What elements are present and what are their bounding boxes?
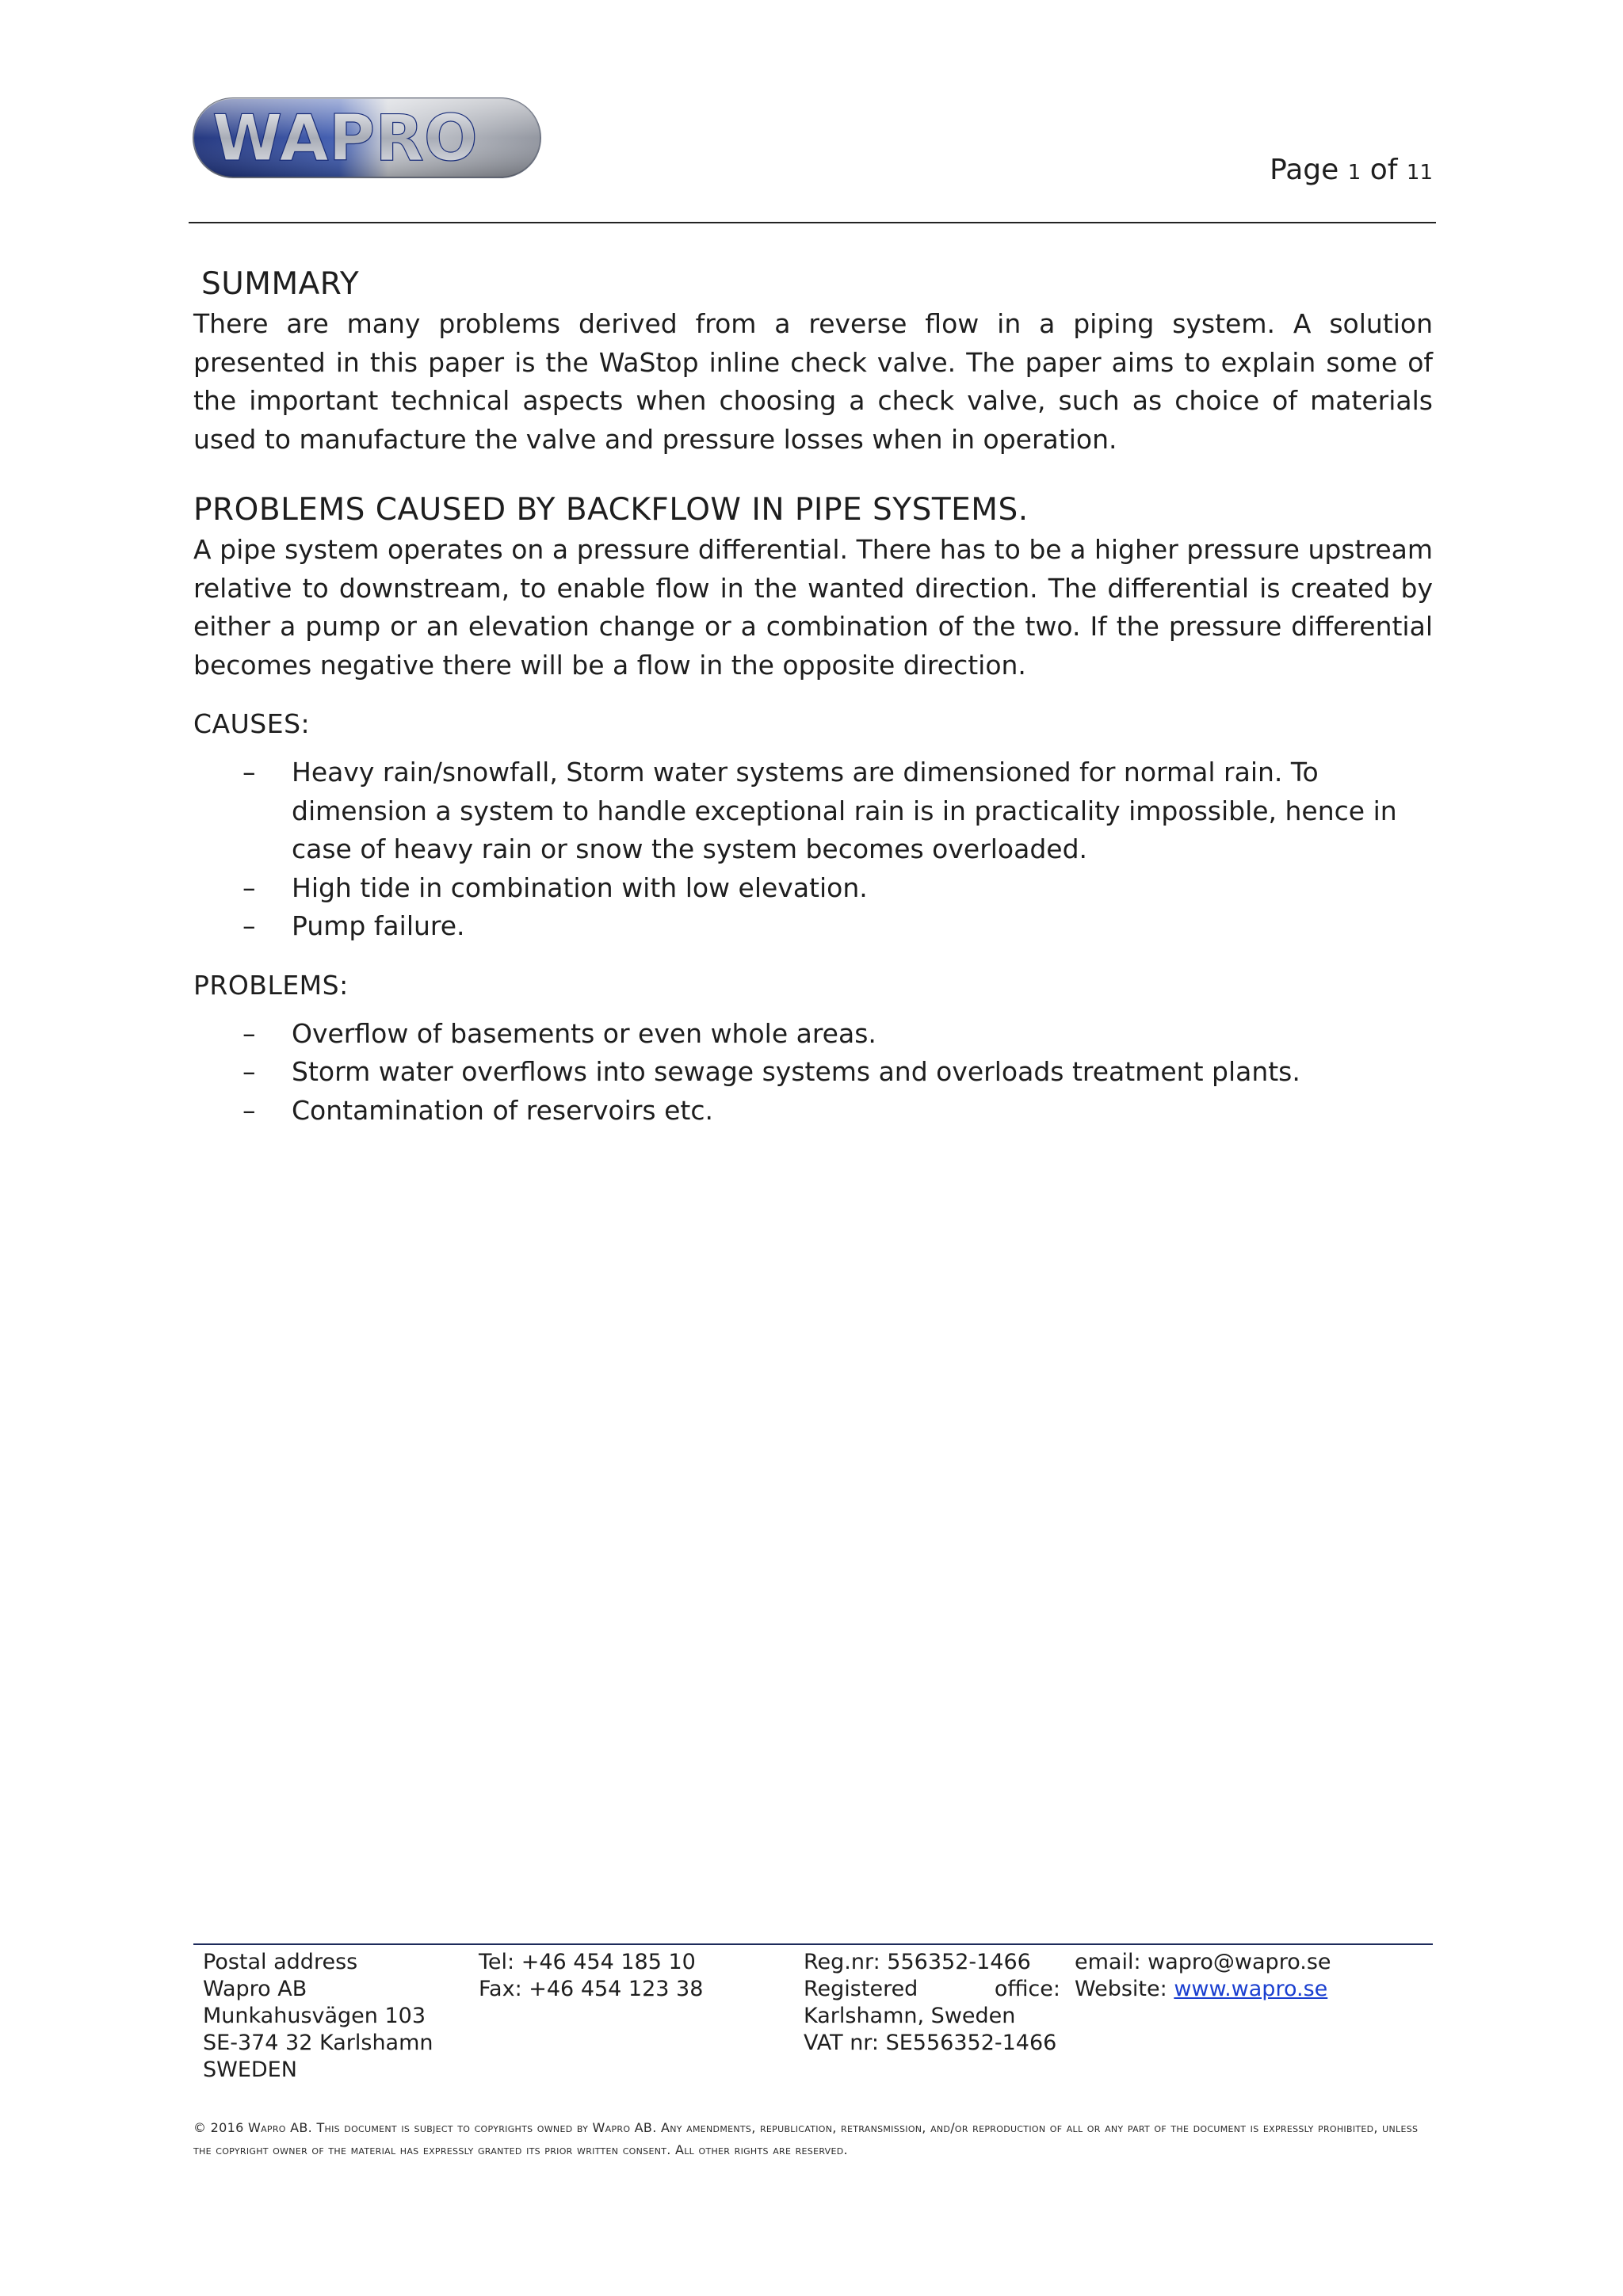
fax: Fax: +46 454 123 38 [479, 1977, 704, 2001]
logo-text: WAPRO [212, 101, 478, 175]
cause-text: High tide in combination with low elevation. [292, 871, 868, 903]
footer-divider [193, 1943, 1433, 1945]
list-item [193, 869, 1433, 908]
telephone: Tel: +46 454 185 10 [479, 1950, 696, 1974]
country: SWEDEN [203, 2058, 297, 2082]
dash-bullet: – [242, 1094, 256, 1126]
company-name: Wapro AB [203, 1977, 307, 2001]
vat-number: VAT nr: SE556352-1466 [804, 2031, 1057, 2055]
registration-number: Reg.nr: 556352-1466 [804, 1950, 1031, 1974]
office-label: office: [994, 1977, 1060, 2001]
street-address: Munkahusvägen 103 [203, 2004, 426, 2028]
website-link[interactable]: www.wapro.se [1174, 1977, 1328, 2001]
causes-list [193, 753, 1433, 946]
backflow-heading: PROBLEMS CAUSED BY BACKFLOW IN PIPE SYSTEMS. [193, 492, 1029, 528]
website-line [1075, 1976, 1433, 2003]
document-body [193, 261, 1433, 1130]
summary-heading: SUMMARY [201, 266, 360, 302]
summary-paragraph: There are many problems derived from a reverse flow in a piping system. A solution presented in this paper is the WaStop inline check valve. The paper aims to explain some of the important technical aspects when choosing a check valve, such as choice of materials used to manufacture the valve and pressure losses when in operation. [193, 308, 1433, 455]
page-label: Page [1270, 154, 1339, 186]
dash-bullet: – [242, 1056, 256, 1087]
cause-text: Pump failure. [292, 910, 465, 941]
problem-text: Overflow of basements or even whole areas. [292, 1017, 876, 1049]
footer-postal-address [203, 1949, 472, 2084]
causes-heading: CAUSES: [193, 708, 311, 739]
list-item [193, 1053, 1433, 1092]
dash-bullet: – [242, 757, 256, 788]
problems-heading: PROBLEMS: [193, 969, 349, 1001]
problems-list [193, 1015, 1433, 1131]
registered-label: Registered [804, 1977, 918, 2001]
page-number [1270, 154, 1433, 186]
postal-label: Postal address [203, 1950, 358, 1974]
cause-text: Heavy rain/snowfall, Storm water systems are dimensioned for normal rain. To dimension a system to handle exceptional rain is in practicality impossible, hence in case of heavy rain or snow the system becomes overloaded. [292, 757, 1397, 864]
list-item [193, 907, 1433, 946]
list-item [193, 1092, 1433, 1131]
footer-registration [804, 1949, 1060, 2057]
postal-city: SE-374 32 Karlshamn [203, 2031, 433, 2055]
dash-bullet: – [242, 910, 256, 941]
problem-text: Contamination of reservoirs etc. [292, 1094, 713, 1126]
website-label: Website: [1075, 1977, 1167, 2001]
problem-text: Storm water overflows into sewage systems and overloads treatment plants. [292, 1056, 1300, 1087]
dash-bullet: – [242, 1017, 256, 1049]
email: email: wapro@wapro.se [1075, 1950, 1331, 1974]
page-of-label: of [1369, 154, 1398, 186]
wapro-logo [192, 95, 542, 181]
copyright-notice: © 2016 Wapro AB. This document is subject to copyrights owned by Wapro AB. Any amendments, republication, retransmission, and/or reproduction of all or any part of the document is expressly prohibited, unless the copyright owner of the material has expressly granted its prior written consent. All other rights are reserved. [193, 2120, 1419, 2157]
registered-office-line [804, 1976, 1060, 2003]
footer-contact [1075, 1949, 1433, 2003]
dash-bullet: – [242, 871, 256, 903]
page-total: 11 [1406, 161, 1433, 185]
list-item [193, 1015, 1433, 1054]
footer-phone [479, 1949, 780, 2003]
page-current: 1 [1347, 161, 1361, 185]
backflow-paragraph: A pipe system operates on a pressure differential. There has to be a higher pressure upstream relative to downstream, to enable flow in the wanted direction. The differential is created by either a pump or an elevation change or a combination of the two. If the pressure differential becomes negative there will be a flow in the opposite direction. [193, 534, 1433, 681]
header-divider [189, 222, 1436, 223]
list-item [193, 753, 1433, 869]
registered-city: Karlshamn, Sweden [804, 2004, 1016, 2028]
